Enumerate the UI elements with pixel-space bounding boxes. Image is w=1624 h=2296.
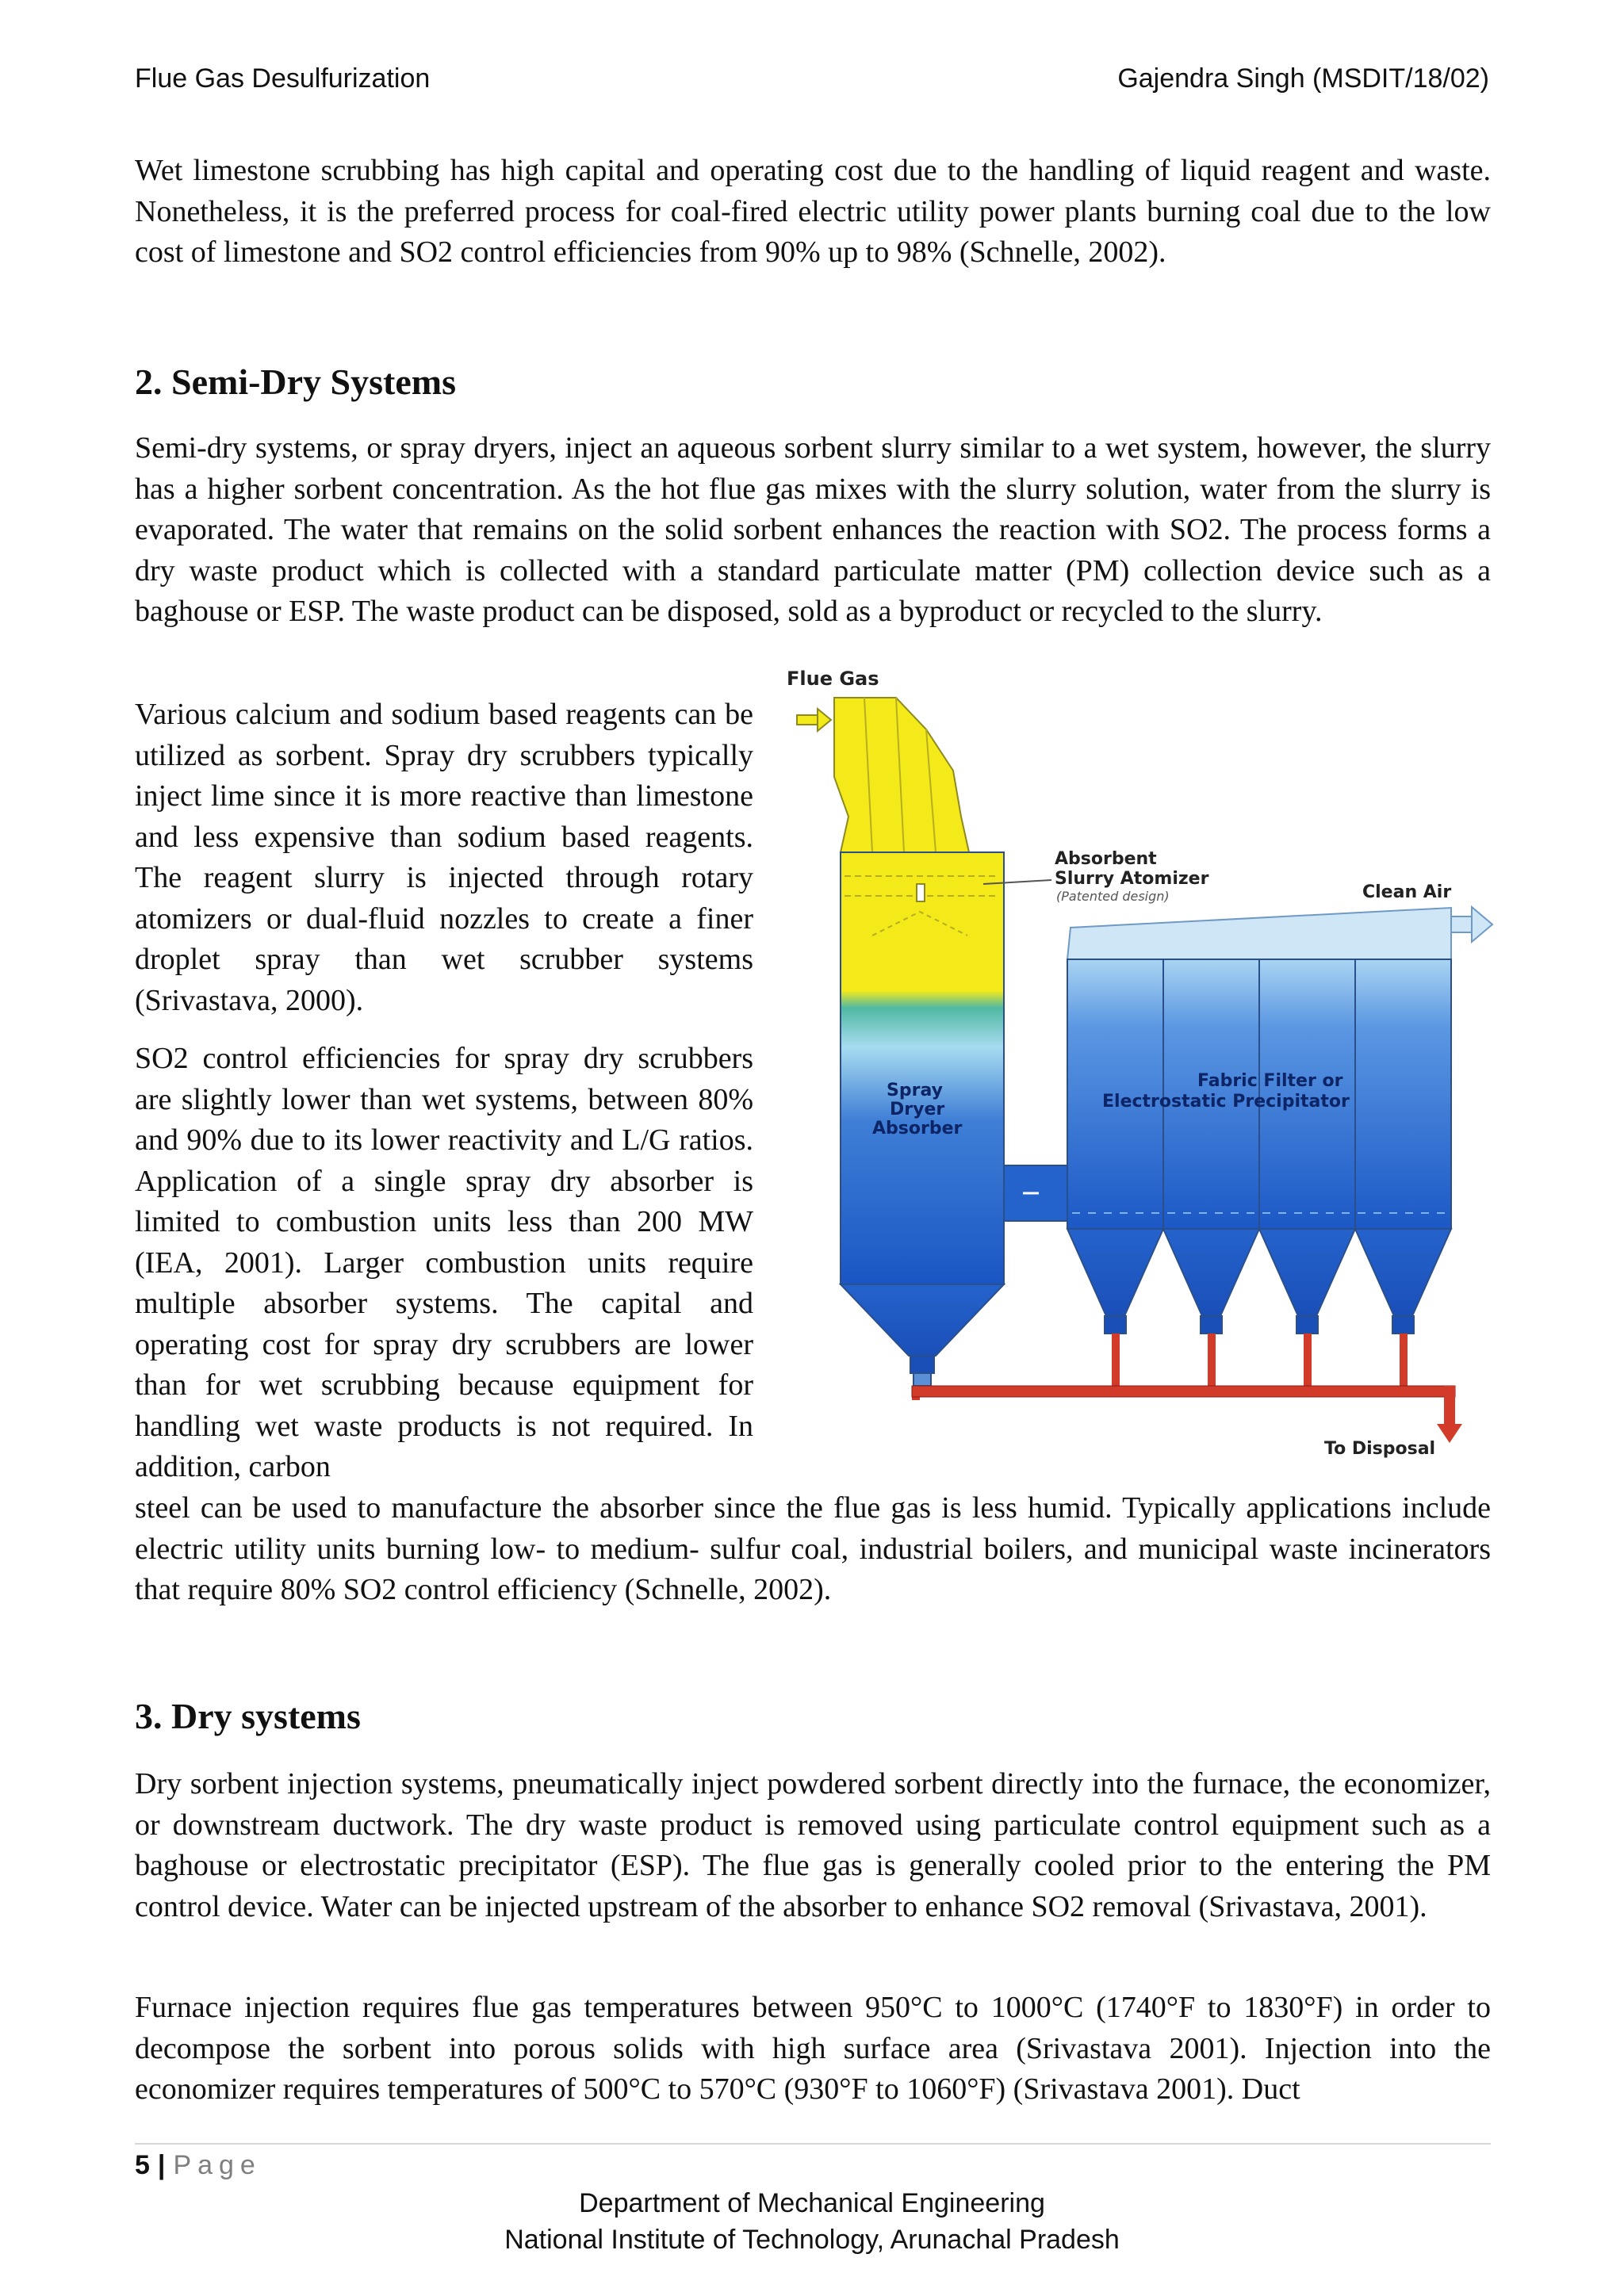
paragraph-semi-dry-reagents: Various calcium and sodium based reagents can be utilized as sorbent. Spray dry scrubbers typically inject lime since it is more reactive than limestone and less expensive than sodium based reagents. The reagent slurry is injected through rotary atomizers or dual-fluid nozzles to create a finer droplet spray than wet scrubber systems (Srivastava, 2000). — [135, 698, 753, 1017]
label-filter-line1: Fabric Filter or — [1197, 1071, 1343, 1091]
footer-department: Department of Mechanical Engineering — [579, 2188, 1045, 2218]
label-spray-line3: Absorber — [872, 1119, 963, 1138]
label-atomizer-line1: Absorbent — [1055, 849, 1157, 869]
footer-divider — [135, 2143, 1491, 2145]
label-filter-line2: Electrostatic Precipitator — [1102, 1092, 1350, 1112]
label-spray-line1: Spray — [887, 1081, 943, 1100]
label-clean-air: Clean Air — [1362, 882, 1452, 902]
paragraph-dry-injection: Dry sorbent injection systems, pneumatically inject powdered sorbent directly into the furnace, the economizer, or downstream ductwork. The dry waste product is removed using particulate control equipment such as a baghouse or electrostatic precipitator (ESP). The flue gas is generally cooled prior to the entering the PM control device. Water can be injected upstream of the absorber to enhance SO2 removal (Srivastava, 2001). — [135, 1767, 1491, 1923]
paragraph-semi-dry-applications: steel can be used to manufacture the absorber since the flue gas is less humid. Typically applications include electric utility units burning low- to medium- sulfur coal, industrial boilers, and municipal waste incinerators that require 80% SO2 control efficiency (Schnelle, 2002). — [135, 1491, 1491, 1606]
label-atomizer-line2: Slurry Atomizer — [1055, 869, 1209, 889]
inlet-duct — [834, 698, 969, 852]
paragraph-semi-dry-intro: Semi-dry systems, or spray dryers, inject an aqueous sorbent slurry similar to a wet system, however, the slurry has a higher sorbent concentration. As the hot flue gas mixes with the slurry solution, water from the slurry is evaporated. The water that remains on the solid sorbent enhances the reaction with SO2. The process forms a dry waste product which is collected with a standard particulate matter (PM) collection device such as a baghouse or ESP. The waste product can be disposed, sold as a byproduct or recycled to the slurry. — [135, 431, 1491, 628]
paragraph-wet-limestone: Wet limestone scrubbing has high capital and operating cost due to the handling of liquid reagent and waste. Nonetheless, it is the preferred process for coal-fired electric utility power plants burning coal due to the low cost of limestone and SO2 control efficiencies from 90% up to 98% (Schnelle, 2002). — [135, 154, 1491, 269]
label-spray-line2: Dryer — [890, 1100, 945, 1119]
atomizer-nozzle — [917, 884, 925, 901]
spray-dryer-diagram — [785, 658, 1499, 1475]
page-number-value: 5 — [135, 2150, 150, 2180]
running-header-author: Gajendra Singh (MSDIT/18/02) — [1117, 63, 1489, 94]
clean-air-arrow — [1451, 907, 1492, 942]
page-number-separator: | — [157, 2150, 166, 2180]
footer-institute: National Institute of Technology, Arunachal Pradesh — [504, 2225, 1120, 2255]
section-heading-semi-dry: 2. Semi-Dry Systems — [135, 362, 456, 402]
disposal-conveyor — [912, 1334, 1462, 1443]
flue-gas-arrow — [797, 709, 831, 731]
page-label: Page — [173, 2150, 262, 2180]
running-header-title: Flue Gas Desulfurization — [135, 63, 431, 94]
filter-roof — [1067, 908, 1451, 959]
label-atomizer-line3: (Patented design) — [1056, 889, 1170, 904]
section-heading-dry: 3. Dry systems — [135, 1696, 361, 1736]
paragraph-semi-dry-efficiency: SO2 control efficiencies for spray dry scrubbers are slightly lower than wet systems, between 80% and 90% due to its lower reactivity and L/G ratios. Application of a single spray dry absorber is limited to combustion units less than 200 MW (IEA, 2001). Larger combustion units require multiple absorber systems. The capital and operating cost for spray dry scrubbers are lower than for wet scrubbing because equipment for handling wet waste products is not required. In addition, carbon — [135, 1042, 753, 1483]
absorber-hopper — [841, 1284, 1004, 1356]
paragraph-furnace-injection: Furnace injection requires flue gas temperatures between 950°C to 1000°C (1740°F to 1830°F) in order to decompose the sorbent into porous solids with high surface area (Srivastava 2001). Injection into the economizer requires temperatures of 500°C to 570°C (930°F to 1060°F) (Srivastava 2001). Duct — [135, 1991, 1491, 2106]
label-flue-gas: Flue Gas — [787, 668, 879, 690]
page-number — [135, 2150, 262, 2181]
filter-hoppers — [1067, 1229, 1451, 1334]
absorber-tower — [841, 852, 1004, 1284]
label-to-disposal: To Disposal — [1324, 1439, 1436, 1459]
